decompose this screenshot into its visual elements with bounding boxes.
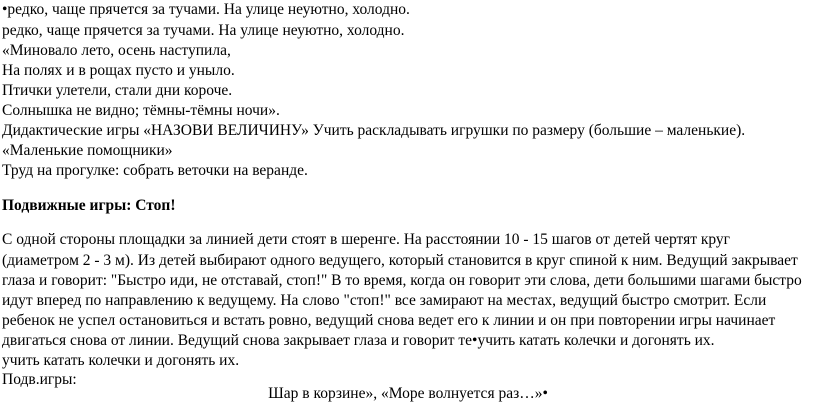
section-heading: Подвижные игры: Стоп! <box>2 197 176 214</box>
helpers-line: «Маленькие помощники» <box>2 142 173 159</box>
poem-line-4: Солнышка не видно; тёмны-тёмны ночи». <box>2 102 280 119</box>
paragraph-line-5: ребенок не успел остановиться и встать ровно, ведущий снова ведет его к линии и он при повторении игры начинает <box>2 312 776 329</box>
poem-line-1: «Миновало лето, осень наступила, <box>2 42 231 59</box>
poem-line-3: Птички улетели, стали дни короче. <box>2 82 233 99</box>
text-line-1: •редко, чаще прячется за тучами. На улице неуютно, холодно. <box>2 1 410 18</box>
outdoor-games-label: Подв.игры: <box>2 371 77 388</box>
paragraph-line-4: идут вперед по направлению к ведущему. На слово "стоп!" все замирают на местах, ведущий быстро смотрит. Если <box>2 292 767 309</box>
paragraph-line-2: (диаметром 2 - 3 м). Из детей выбирают одного ведущего, который становится в круг спиной к ним. Ведущий закрывает <box>2 252 798 269</box>
paragraph-line-7: учить катать колечки и догонять их. <box>2 352 240 369</box>
paragraph-line-6: двигаться снова от линии. Ведущий снова закрывает глаза и говорит те•учить катать колечки и догонять их. <box>2 332 715 349</box>
text-line-2: редко, чаще прячется за тучами. На улице неуютно, холодно. <box>2 22 405 39</box>
paragraph-line-3: глаза и говорит: "Быстро иди, не отставай, стоп!" В то время, когда он говорит эти слова, дети большими шагами быстро <box>2 272 802 289</box>
paragraph-line-1: С одной стороны площадки за линией дети стоят в шеренге. На расстоянии 10 - 15 шагов от детей чертят круг <box>2 231 731 248</box>
didactic-games-line: Дидактические игры «НАЗОВИ ВЕЛИЧИНУ» Учить раскладывать игрушки по размеру (большие – маленькие). <box>2 122 746 139</box>
poem-line-2: На полях и в рощах пусто и уныло. <box>2 62 235 79</box>
labor-line: Труд на прогулке: собрать веточки на веранде. <box>2 162 308 179</box>
games-list-line: Шар в корзине», «Море волнуется раз…»• <box>268 385 548 402</box>
